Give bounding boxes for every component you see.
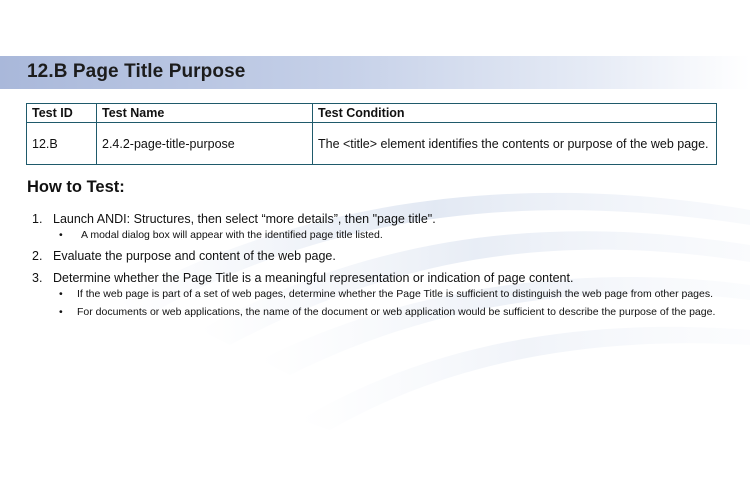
how-to-test-heading: How to Test: [27, 178, 125, 196]
step-text: Launch ANDI: Structures, then select “more details”, then "page title". [53, 212, 436, 226]
steps-list [32, 211, 722, 318]
cell-test-condition: The <title> element identifies the contents or purpose of the web page. [313, 123, 717, 165]
bullet-icon: • [59, 288, 63, 300]
bullet-icon: • [59, 229, 63, 241]
header-test-condition: Test Condition [313, 104, 717, 123]
step-number: 2. [32, 249, 43, 263]
step-item [32, 270, 722, 286]
step-number: 3. [32, 271, 43, 285]
step-item [32, 248, 722, 264]
cell-test-id: 12.B [27, 123, 97, 165]
sub-bullet-item [32, 288, 722, 300]
cell-test-name: 2.4.2-page-title-purpose [97, 123, 313, 165]
step-item [32, 211, 722, 227]
header-test-id: Test ID [27, 104, 97, 123]
table-row [27, 123, 717, 165]
test-table [26, 103, 717, 165]
sub-bullet-item [32, 229, 722, 241]
header-test-name: Test Name [97, 104, 313, 123]
slide-title: 12.B Page Title Purpose [27, 61, 246, 82]
step-text: Determine whether the Page Title is a meaningful representation or indication of page content. [53, 271, 574, 285]
bullet-icon: • [59, 306, 63, 318]
step-number: 1. [32, 212, 43, 226]
sub-bullet-text: If the web page is part of a set of web pages, determine whether the Page Title is sufficient to distinguish the web page from other pages. [77, 288, 714, 300]
table-header-row [27, 104, 717, 123]
step-text: Evaluate the purpose and content of the web page. [53, 249, 336, 263]
sub-bullet-text: A modal dialog box will appear with the identified page title listed. [81, 229, 383, 241]
sub-bullet-text: For documents or web applications, the name of the document or web application would be sufficient to describe the purpose of the page. [77, 306, 716, 318]
sub-bullet-item [32, 306, 722, 318]
